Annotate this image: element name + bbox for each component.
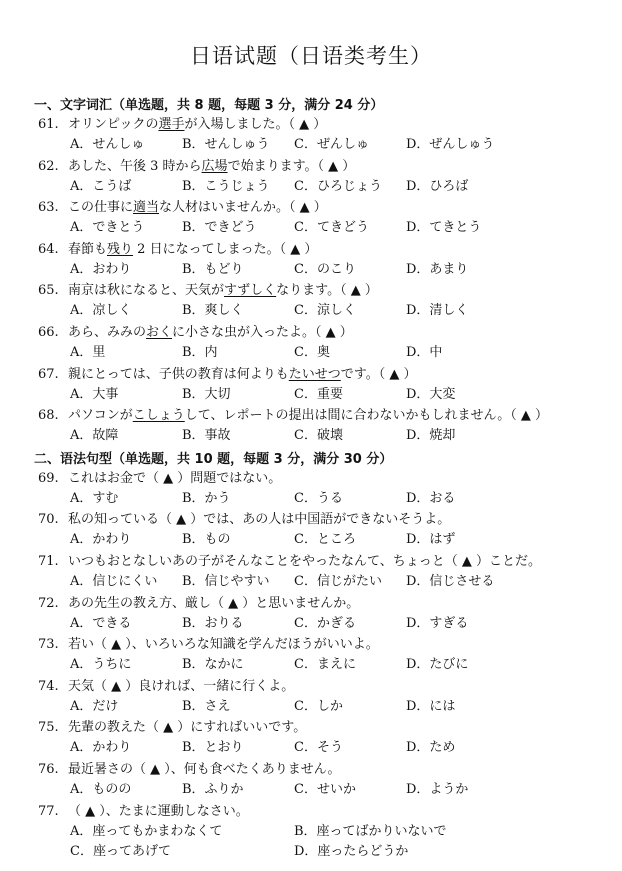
section-heading: 一、文字词汇（单选题，共 8 题，每题 3 分，满分 24 分） — [34, 98, 384, 113]
question-stem — [38, 678, 294, 696]
question-text: に小さな虫が入ったよ。（ ▲ ） — [172, 325, 353, 340]
question-text: で始まります。（ ▲ ） — [227, 158, 356, 174]
answer-option: A．せんしゅ — [70, 137, 145, 152]
answer-option: C．ところ — [294, 532, 356, 548]
question-number: 65. — [38, 283, 59, 299]
answer-option: B．もどり — [182, 261, 244, 277]
question-number: 67. — [38, 366, 59, 382]
answer-option: B．なかに — [182, 657, 244, 673]
question-text: 若い（ ▲ ）、いろいろな知識を学んだほうがいいよ。 — [68, 637, 379, 653]
answer-option: D．てきとう — [406, 220, 482, 236]
answer-option: C．かぎる — [294, 615, 356, 631]
answer-option: D．はず — [406, 532, 456, 548]
answer-option: A．故障 — [70, 428, 119, 444]
question-text: なります。（ ▲ ） — [276, 283, 378, 299]
page-title: 日语试题（日语类考生） — [190, 44, 432, 68]
answer-option: C．ひろじょう — [294, 178, 382, 194]
question-text: して、レポートの提出は間に合わないかもしれません。（ ▲ ） — [184, 408, 549, 424]
answer-option: B．もの — [182, 532, 231, 548]
answer-option: B．内 — [182, 345, 218, 360]
answer-option: C．てきどう — [294, 220, 369, 236]
question-number: 63. — [38, 200, 59, 216]
question-number: 69. — [38, 470, 59, 486]
question-text: 最近暑さの（ ▲ ）、何も食べたくありません。 — [68, 762, 341, 777]
answer-option: A．里 — [70, 345, 106, 360]
question-text: 先輩の教えた（ ▲ ）にすればいいです。 — [68, 720, 307, 736]
question-text: 南京は秋になると、天気が — [68, 283, 225, 299]
answer-option: A．凉しく — [70, 303, 132, 319]
answer-option: A．できる — [70, 615, 132, 631]
answer-option: B．座ってばかりいないで — [294, 823, 447, 839]
answer-option: C．奥 — [294, 345, 330, 360]
question-number: 77. — [38, 803, 59, 819]
question-stem — [38, 407, 548, 425]
answer-option: A．かわり — [70, 532, 132, 548]
question-stem — [38, 324, 353, 342]
answer-option: B．信じやすい — [182, 574, 270, 589]
underlined-word: 選手 — [158, 117, 185, 132]
question-number: 66. — [38, 325, 59, 340]
answer-option: B．かう — [182, 490, 231, 506]
answer-option: A．だけ — [70, 698, 119, 714]
answer-option: C．のこり — [294, 261, 356, 277]
answer-option: D．焼却 — [406, 428, 456, 444]
question-stem — [38, 282, 378, 300]
answer-option: D．あまり — [406, 261, 469, 277]
underlined-word: 適当 — [133, 200, 160, 216]
underlined-word: すずしく — [224, 283, 277, 299]
underlined-word: たいせつ — [288, 366, 341, 382]
answer-option: D．信じさせる — [406, 574, 495, 589]
question-number: 62. — [38, 158, 59, 174]
answer-option: B．こうじょう — [182, 178, 270, 194]
answer-option: D．清しく — [406, 303, 469, 319]
answer-option: D．ひろば — [406, 178, 469, 194]
question-text: あした、午後 3 時から — [68, 158, 202, 174]
answer-option: C．破壊 — [294, 428, 343, 444]
answer-option: C．せいか — [294, 782, 356, 797]
question-stem — [38, 761, 341, 779]
section-heading: 二、语法句型（单选题，共 10 题，每题 3 分，满分 30 分） — [34, 451, 393, 467]
question-text: この仕事に — [68, 200, 134, 216]
answer-option: D．おる — [406, 490, 456, 506]
question-text: あの先生の教え方、厳し（ ▲ ）と思いませんか。 — [68, 595, 360, 611]
answer-option: A．ものの — [70, 782, 132, 797]
answer-option: A．座ってもかまわなくて — [70, 823, 223, 839]
answer-option: D．には — [406, 698, 456, 714]
answer-option: A．できとう — [70, 220, 145, 236]
answer-option: A．すむ — [70, 490, 119, 506]
question-stem — [38, 636, 379, 654]
answer-option: B．爽しく — [182, 303, 244, 319]
answer-option: A．かわり — [70, 740, 132, 756]
question-text: パソコンが — [68, 408, 133, 424]
answer-option: C．うる — [294, 490, 343, 506]
question-text: 私の知っている（ ▲ ）では、あの人は中国語ができないそうよ。 — [68, 512, 451, 528]
question-number: 72. — [38, 595, 59, 611]
question-stem — [38, 553, 541, 571]
answer-option: B．できどう — [182, 220, 257, 236]
underlined-word: 広場 — [201, 158, 228, 174]
answer-option: C．そう — [294, 740, 343, 756]
question-stem — [38, 803, 249, 821]
question-number: 68. — [38, 408, 59, 424]
question-stem — [38, 595, 359, 613]
answer-option: A．こうば — [70, 178, 132, 194]
answer-option: A．信じにくい — [70, 574, 158, 589]
answer-option: C．座ってあげて — [70, 843, 171, 859]
answer-option: D．ため — [406, 740, 456, 756]
question-text: 天気（ ▲ ）良ければ、一緒に行くよ。 — [68, 678, 295, 694]
answer-option: D．中 — [406, 345, 443, 360]
question-stem — [38, 241, 317, 259]
question-number: 75. — [38, 720, 59, 736]
question-stem — [38, 366, 417, 384]
question-text: 春節も — [68, 241, 108, 257]
question-stem — [38, 116, 326, 134]
question-text: オリンピックの — [68, 117, 159, 132]
question-number: 70. — [38, 512, 59, 528]
answer-option: B．事故 — [182, 428, 231, 444]
question-stem — [38, 199, 327, 217]
answer-option: A．おわり — [70, 261, 132, 277]
answer-option: C．重要 — [294, 386, 343, 402]
answer-option: B．大切 — [182, 386, 231, 402]
answer-option: D．大変 — [406, 386, 456, 402]
question-number: 74. — [38, 678, 59, 694]
answer-option: C．涼しく — [294, 303, 356, 319]
question-text: 2 日になってしまった。（ ▲ ） — [133, 241, 318, 257]
answer-option: B．ふりか — [182, 782, 244, 797]
question-text: （ ▲ ）、たまに運動しなさい。 — [68, 803, 249, 819]
answer-option: A．大事 — [70, 386, 119, 402]
question-text: これはお金で（ ▲ ）問題ではない。 — [68, 470, 282, 486]
answer-option: C．しか — [294, 698, 343, 714]
answer-option: A．うちに — [70, 657, 132, 673]
underlined-word: おく — [146, 325, 173, 340]
answer-option: C．まえに — [294, 657, 356, 673]
question-stem — [38, 511, 450, 529]
answer-option: C．ぜんしゅ — [294, 137, 369, 152]
question-number: 71. — [38, 554, 59, 569]
question-text: 親にとっては、子供の教育は何よりも — [68, 366, 289, 382]
question-text: いつもおとなしいあの子がそんなことをやったなんて、ちょっと（ ▲ ）ことだ。 — [68, 554, 542, 569]
answer-option: D．すぎる — [406, 615, 469, 631]
question-number: 61. — [38, 117, 59, 132]
question-number: 73. — [38, 637, 59, 653]
underlined-word: こしょう — [132, 408, 185, 424]
answer-option: C．信じがたい — [294, 574, 382, 589]
question-number: 76. — [38, 762, 59, 777]
question-number: 64. — [38, 241, 59, 257]
question-stem — [38, 470, 281, 488]
question-text: な人材はいませんか。（ ▲ ） — [159, 200, 327, 216]
question-text: です。（ ▲ ） — [340, 366, 417, 382]
question-stem — [38, 719, 306, 737]
answer-option: B．おりる — [182, 615, 244, 631]
answer-option: B．さえ — [182, 698, 231, 714]
question-stem — [38, 158, 355, 176]
answer-option: D．ぜんしゅう — [406, 137, 495, 152]
answer-option: B．とおり — [182, 740, 244, 756]
question-text: あら、みみの — [68, 325, 147, 340]
answer-option: B．せんしゅう — [182, 137, 270, 152]
answer-option: D．ようか — [406, 782, 469, 797]
question-text: が入場しました。（ ▲ ） — [184, 117, 327, 132]
answer-option: D．たびに — [406, 657, 469, 673]
underlined-word: 残り — [107, 241, 134, 257]
answer-option: D．座ったらどうか — [294, 843, 409, 859]
